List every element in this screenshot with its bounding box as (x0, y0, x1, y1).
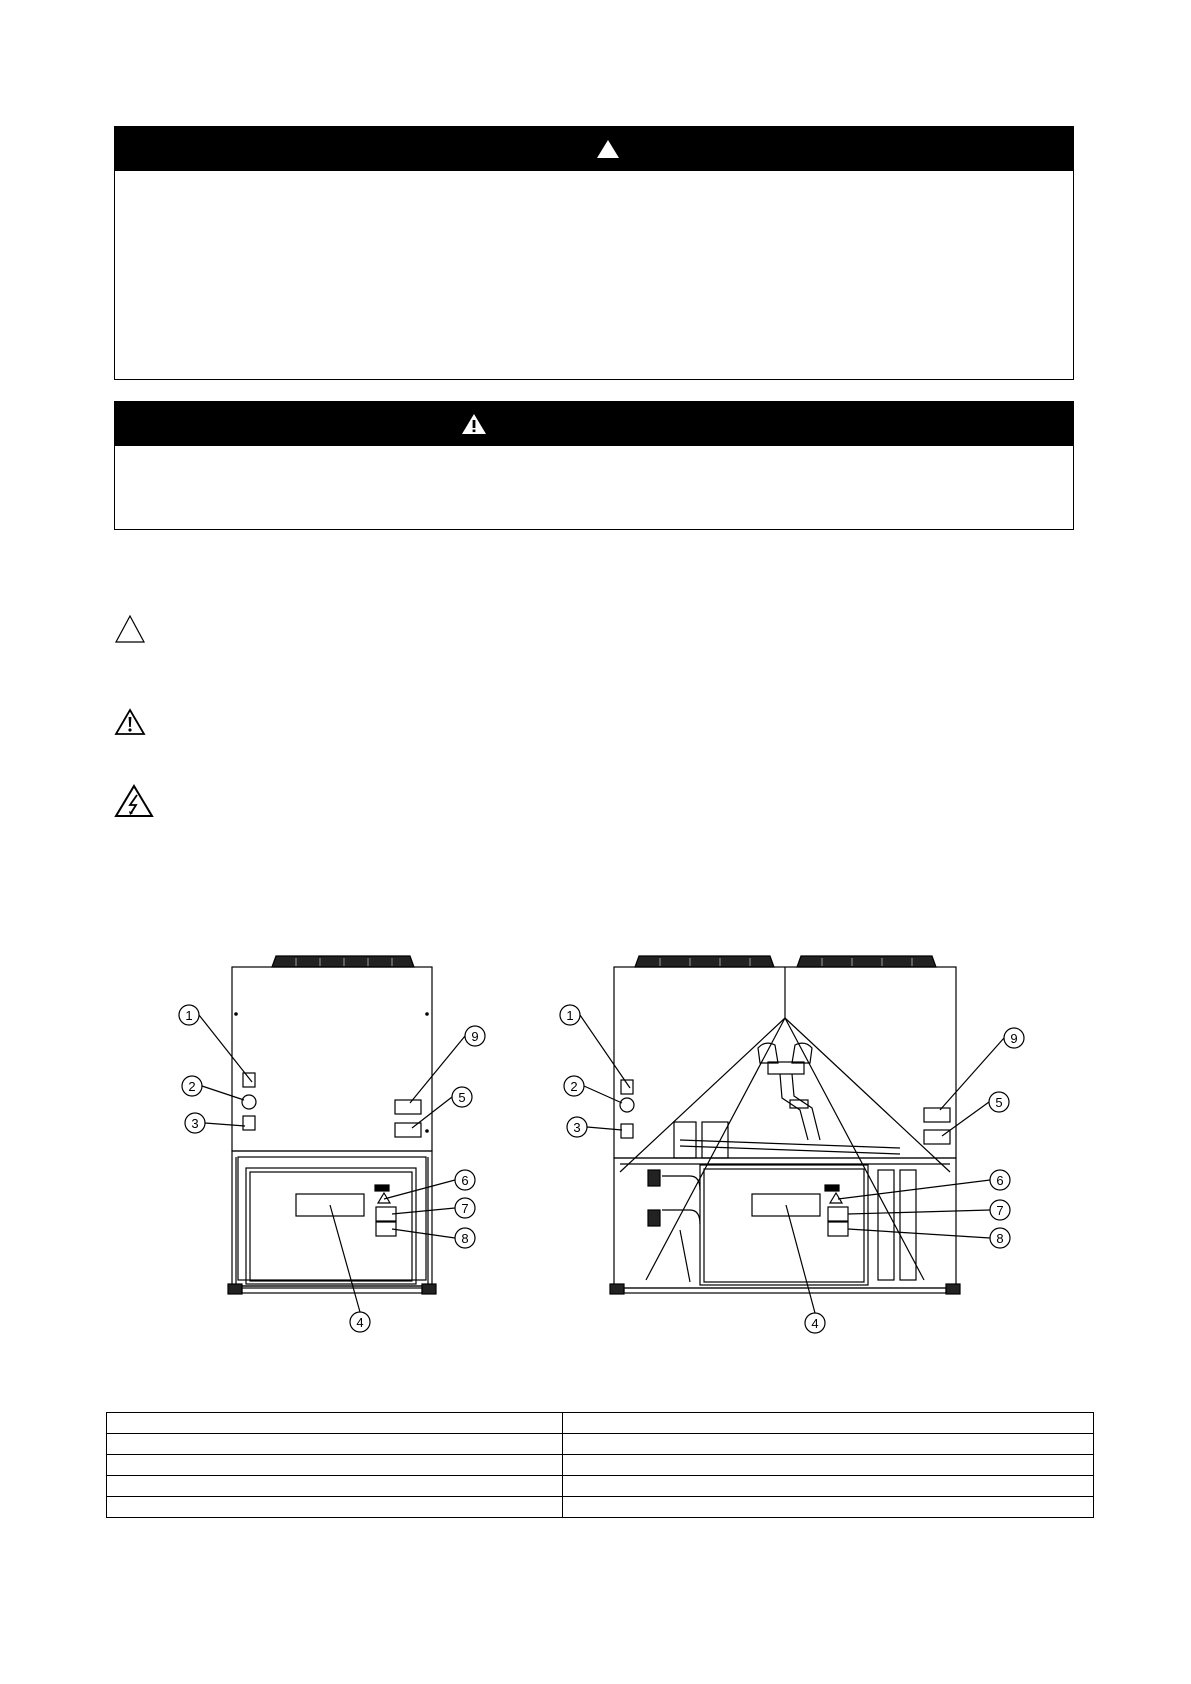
table-row (107, 1455, 1094, 1476)
label-legend-table (106, 1412, 1094, 1518)
caution-triangle-icon (114, 614, 146, 644)
warning-box-2 (114, 401, 1074, 530)
right-callout-4: 4 (811, 1316, 819, 1331)
left-callout-7: 7 (461, 1201, 469, 1216)
electrical-hazard-icon (114, 784, 154, 818)
warning-box-2-header (115, 402, 1073, 446)
right-callout-6: 6 (996, 1173, 1004, 1188)
unit-label-location-drawing (0, 940, 1191, 1340)
table-row (107, 1434, 1094, 1455)
left-callout-8: 8 (461, 1231, 469, 1246)
right-callout-3: 3 (573, 1120, 581, 1135)
right-callout-8: 8 (996, 1231, 1004, 1246)
table-cell (562, 1455, 1093, 1476)
table-cell (107, 1455, 563, 1476)
table-cell (107, 1413, 563, 1434)
table-cell (562, 1434, 1093, 1455)
right-callout-7: 7 (996, 1203, 1004, 1218)
single-fan-unit-drawing (179, 956, 485, 1332)
right-callout-9: 9 (1010, 1031, 1018, 1046)
warning-exclamation-icon (461, 413, 487, 435)
table-cell (562, 1476, 1093, 1497)
left-callout-5: 5 (458, 1090, 466, 1105)
warning-box-1 (114, 126, 1074, 380)
table-cell (562, 1413, 1093, 1434)
table-cell (107, 1476, 563, 1497)
left-callout-9: 9 (471, 1029, 479, 1044)
general-warning-icon (114, 708, 146, 736)
table-cell (107, 1434, 563, 1455)
table-cell (562, 1497, 1093, 1518)
left-callout-1: 1 (185, 1008, 193, 1023)
warning-box-1-header (115, 127, 1073, 171)
table-row (107, 1497, 1094, 1518)
left-callout-6: 6 (461, 1173, 469, 1188)
right-callout-5: 5 (995, 1095, 1003, 1110)
double-fan-unit-drawing (560, 956, 1024, 1333)
left-callout-3: 3 (191, 1116, 199, 1131)
right-callout-1: 1 (566, 1008, 574, 1023)
table-row (107, 1413, 1094, 1434)
table-cell (107, 1497, 563, 1518)
table-row (107, 1476, 1094, 1497)
left-callout-4: 4 (356, 1315, 364, 1330)
left-callout-2: 2 (188, 1079, 196, 1094)
warning-triangle-icon (596, 139, 620, 159)
right-callout-2: 2 (570, 1079, 578, 1094)
